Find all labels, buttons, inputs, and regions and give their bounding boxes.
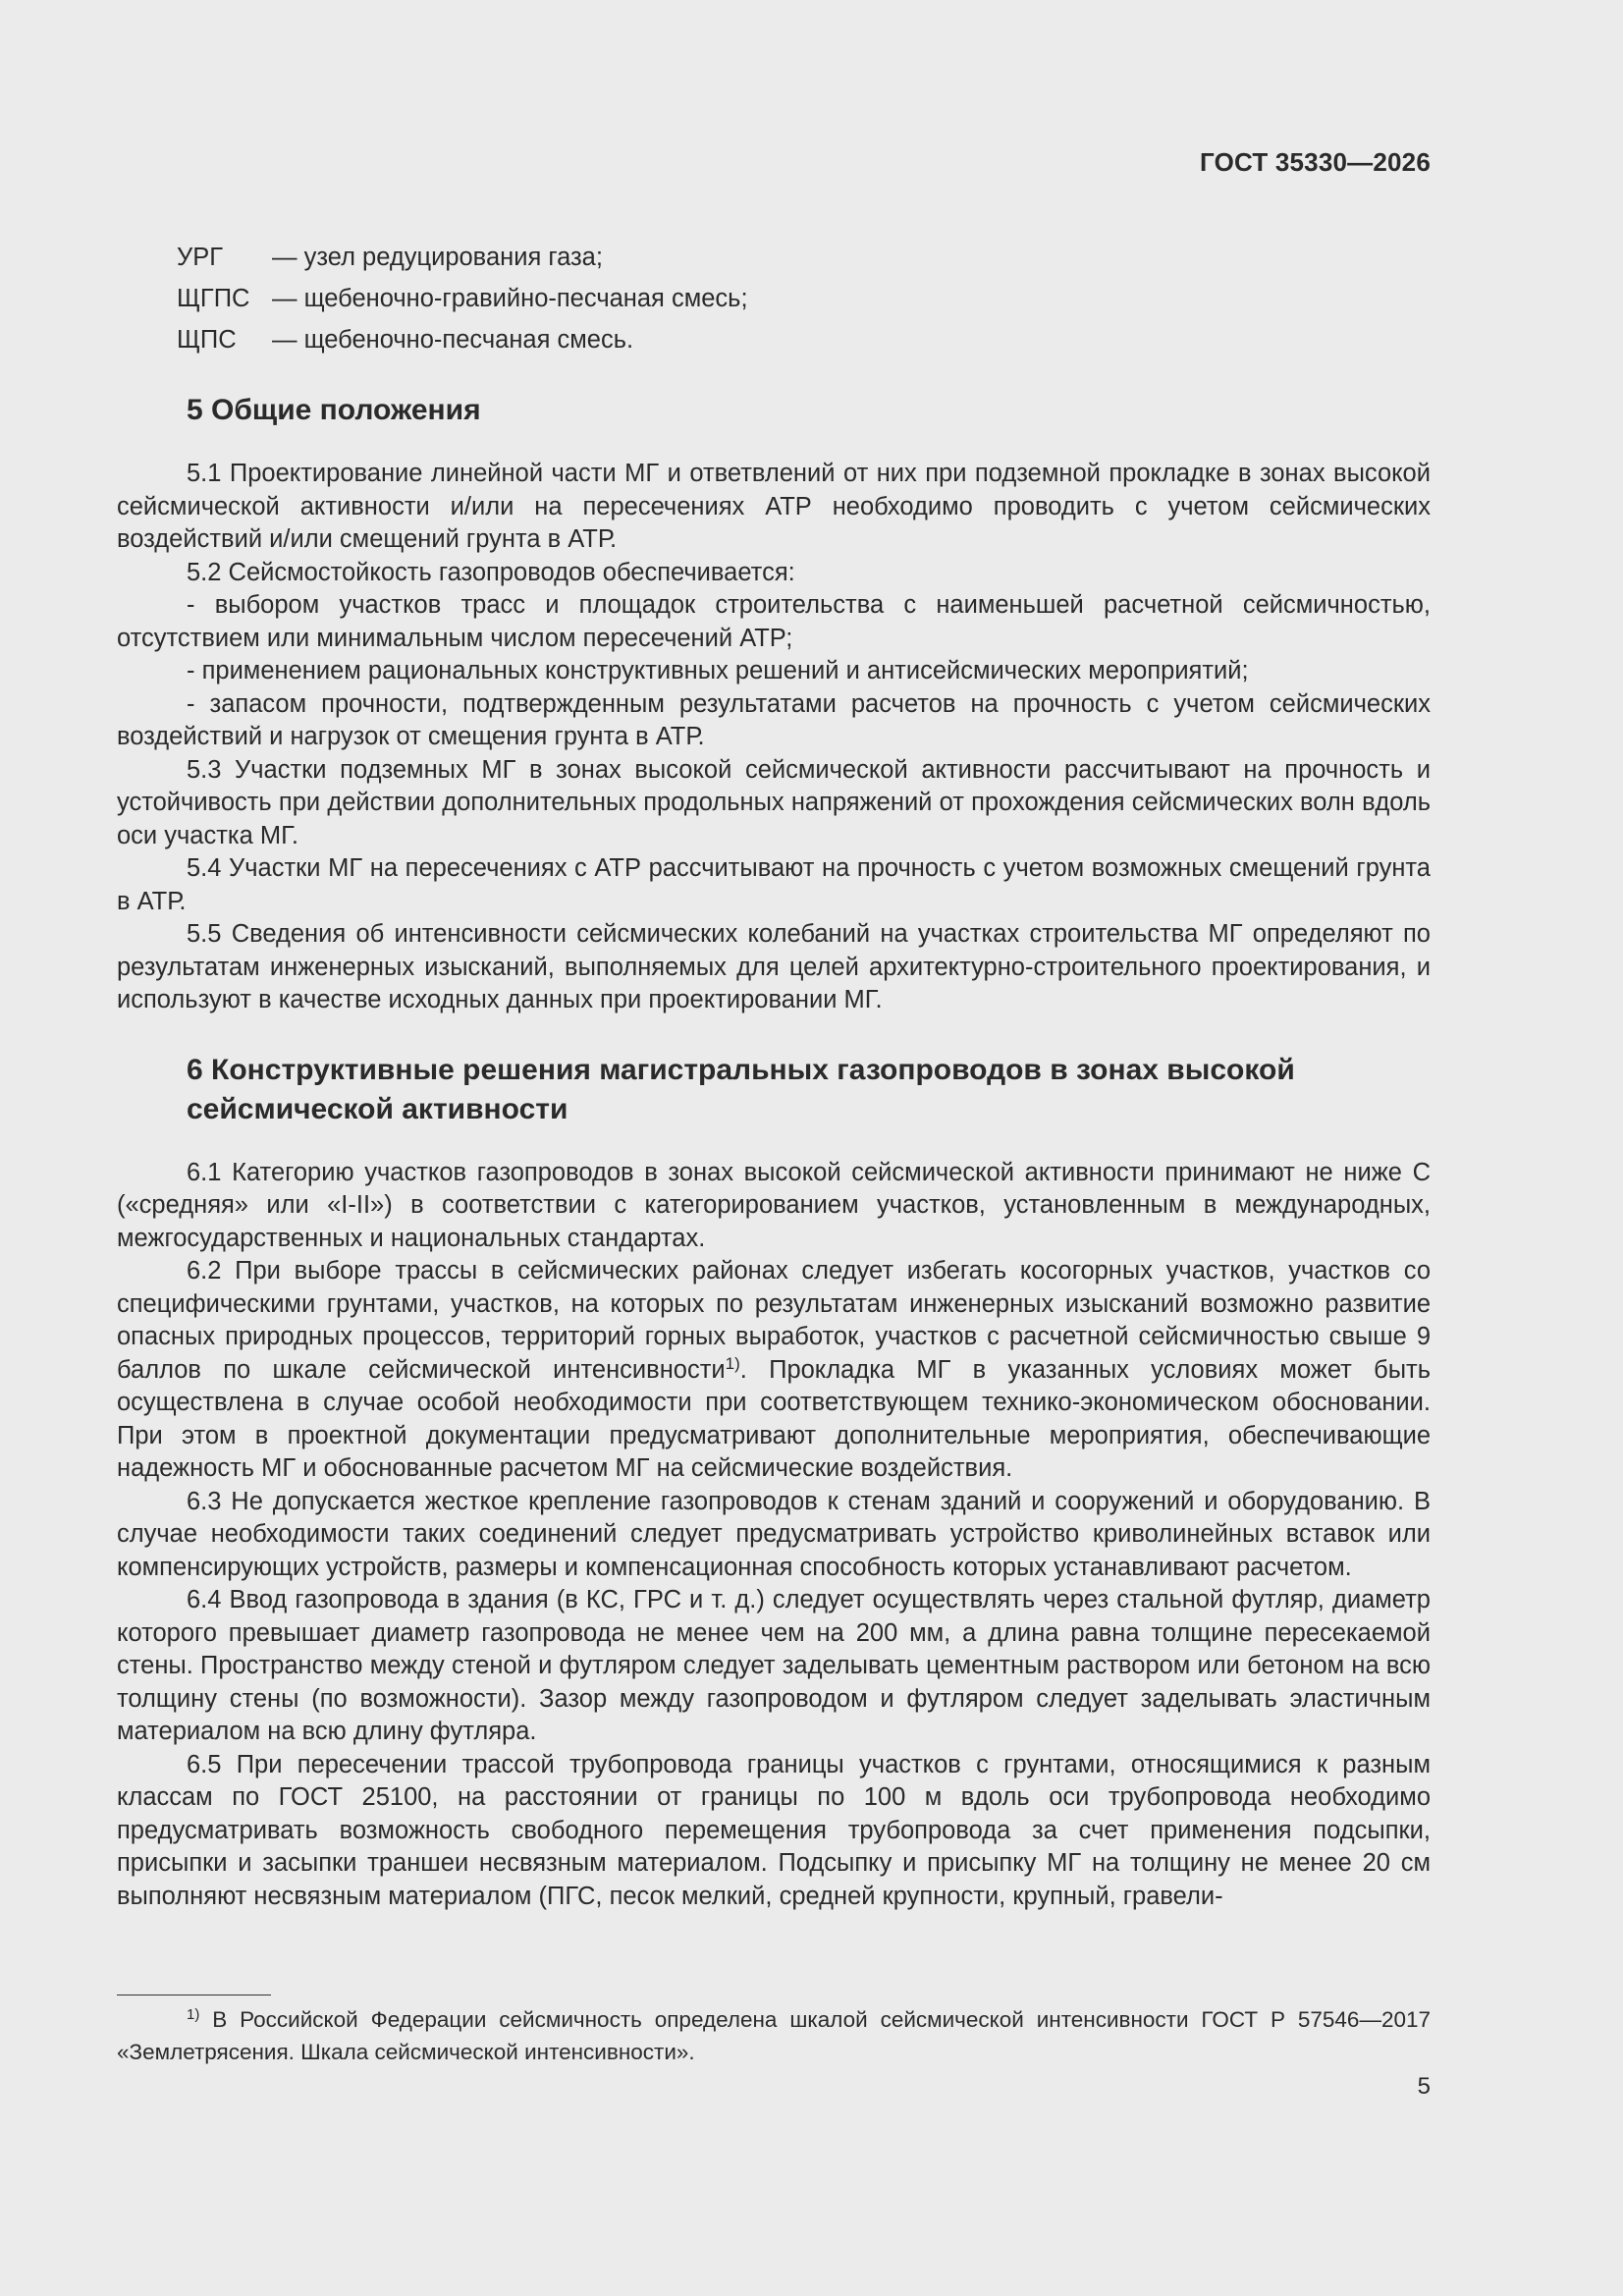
footnote-reference: 1) xyxy=(725,1353,740,1373)
paragraph-6-3: 6.3 Не допускается жесткое крепление газопроводов к стенам зданий и сооружений и оборудованию. В случае необходимости таких соединений следует предусматривать устройство криволинейных вставок или компенсирующих устройств, размеры и компенсационная способность которых устанавливают расчетом. xyxy=(117,1487,1431,1581)
abbreviation-definition: — щебеночно-песчаная смесь. xyxy=(272,326,634,354)
section-5-title: 5 Общие положения xyxy=(187,394,481,426)
list-item-5-2-b: - применением рациональных конструктивных решений и антисейсмических мероприятий; xyxy=(187,657,1249,684)
section-6-title-line1: 6 Конструктивные решения магистральных газопроводов в зонах высокой xyxy=(187,1053,1295,1086)
paragraph-6-5: 6.5 При пересечении трассой трубопровода границы участков с грунтами, относящимися к разным классам по ГОСТ 25100, на расстоянии от границы по 100 м вдоль оси трубопровода необходимо предусматривать возможность свободного перемещения трубопровода за счет применения подсыпки, присыпки и засыпки траншеи несвязным материалом. Подсыпку и присыпку МГ на толщину не менее 20 см выполняют несвязным материалом (ПГС, песок мелкий, средней крупности, крупный, гравели- xyxy=(117,1750,1431,1910)
document-code: ГОСТ 35330—2026 xyxy=(1200,147,1431,177)
list-item-5-2-c: - запасом прочности, подтвержденным результатами расчетов на прочность с учетом сейсмических воздействий и нагрузок от смещения грунта в АТР. xyxy=(117,689,1431,750)
abbreviation-definition: — узел редуцирования газа; xyxy=(272,244,603,271)
abbreviation-row xyxy=(177,237,748,278)
paragraph-5-4: 5.4 Участки МГ на пересечениях с АТР рассчитывают на прочность с учетом возможных смещений грунта в АТР. xyxy=(117,854,1431,915)
footnote-marker: 1) xyxy=(187,2006,200,2023)
footnote-text: В Российской Федерации сейсмичность определена шкалой сейсмической интенсивности ГОСТ Р 57546—2017 «Землетрясения. Шкала сейсмической интенсивности». xyxy=(117,2007,1431,2064)
abbreviation-term: УРГ xyxy=(177,244,224,271)
paragraph-5-1: 5.1 Проектирование линейной части МГ и ответвлений от них при подземной прокладке в зонах высокой сейсмической активности и/или на пересечениях АТР необходимо проводить с учетом сейсмических воздействий и/или смещений грунта в АТР. xyxy=(117,460,1431,553)
abbreviation-row xyxy=(177,319,748,360)
main-content xyxy=(117,391,1431,1913)
abbreviation-definition: — щебеночно-гравийно-песчаная смесь; xyxy=(272,285,748,312)
paragraph-6-4: 6.4 Ввод газопровода в здания (в КС, ГРС и т. д.) следует осуществлять через стальной футляр, диаметр которого превышает диаметр газопровода не менее чем на 200 мм, а длина равна толщине пересекаемой стены. Пространство между стеной и футляром следует заделывать цементным раствором или бетоном на всю толщину стены (по возможности). Зазор между газопроводом и футляром следует заделывать эластичным материалом на всю длину футляра. xyxy=(117,1586,1431,1745)
abbreviation-row xyxy=(177,278,748,319)
abbreviation-list xyxy=(177,237,748,360)
paragraph-5-2: 5.2 Сейсмостойкость газопроводов обеспечивается: xyxy=(187,558,795,586)
section-6-title-line2: сейсмической активности xyxy=(187,1092,568,1125)
footnote xyxy=(117,2003,1431,2068)
paragraph-6-2 xyxy=(117,1255,1431,1486)
paragraph-5-3: 5.3 Участки подземных МГ в зонах высокой сейсмической активности рассчитывают на прочность и устойчивость при действии дополнительных продольных напряжений от прохождения сейсмических волн вдоль оси участка МГ. xyxy=(117,755,1431,849)
paragraph-6-2-text-before: 6.2 При выборе трассы в сейсмических районах следует избегать косогорных участков, участков со специфическими грунтами, участков, на которых по результатам инженерных изысканий возможно развитие опасных природных процессов, территорий горных выработок, участков с расчетной сейсмичностью свыше 9 баллов по шкале сейсмической интенсивности xyxy=(117,1257,1431,1384)
section-6-title xyxy=(117,1051,1431,1129)
paragraph-6-2-text-after: . Прокладка МГ в указанных условиях может быть осуществлена в случае особой необходимости при соответствующем технико-экономическом обосновании. При этом в проектной документации предусматривают дополнительные мероприятия, обеспечивающие надежность МГ и обоснованные расчетом МГ на сейсмические воздействия. xyxy=(117,1355,1431,1482)
list-item-5-2-a: - выбором участков трасс и площадок строительства с наименьшей расчетной сейсмичностью, отсутствием или минимальным числом пересечений АТР; xyxy=(117,591,1431,652)
paragraph-6-1: 6.1 Категорию участков газопроводов в зонах высокой сейсмической активности принимают не ниже С («средняя» или «I-II») в соответствии с категорированием участков, установленным в международных, межгосударственных и национальных стандартах. xyxy=(117,1158,1431,1252)
abbreviation-term: ЩПС xyxy=(177,326,237,354)
page-number: 5 xyxy=(1417,2073,1431,2100)
abbreviation-term: ЩГПС xyxy=(177,285,250,312)
paragraph-5-5: 5.5 Сведения об интенсивности сейсмических колебаний на участках строительства МГ определяют по результатам инженерных изысканий, выполняемых для целей архитектурно-строительного проектирования, и используют в качестве исходных данных при проектировании МГ. xyxy=(117,920,1431,1013)
